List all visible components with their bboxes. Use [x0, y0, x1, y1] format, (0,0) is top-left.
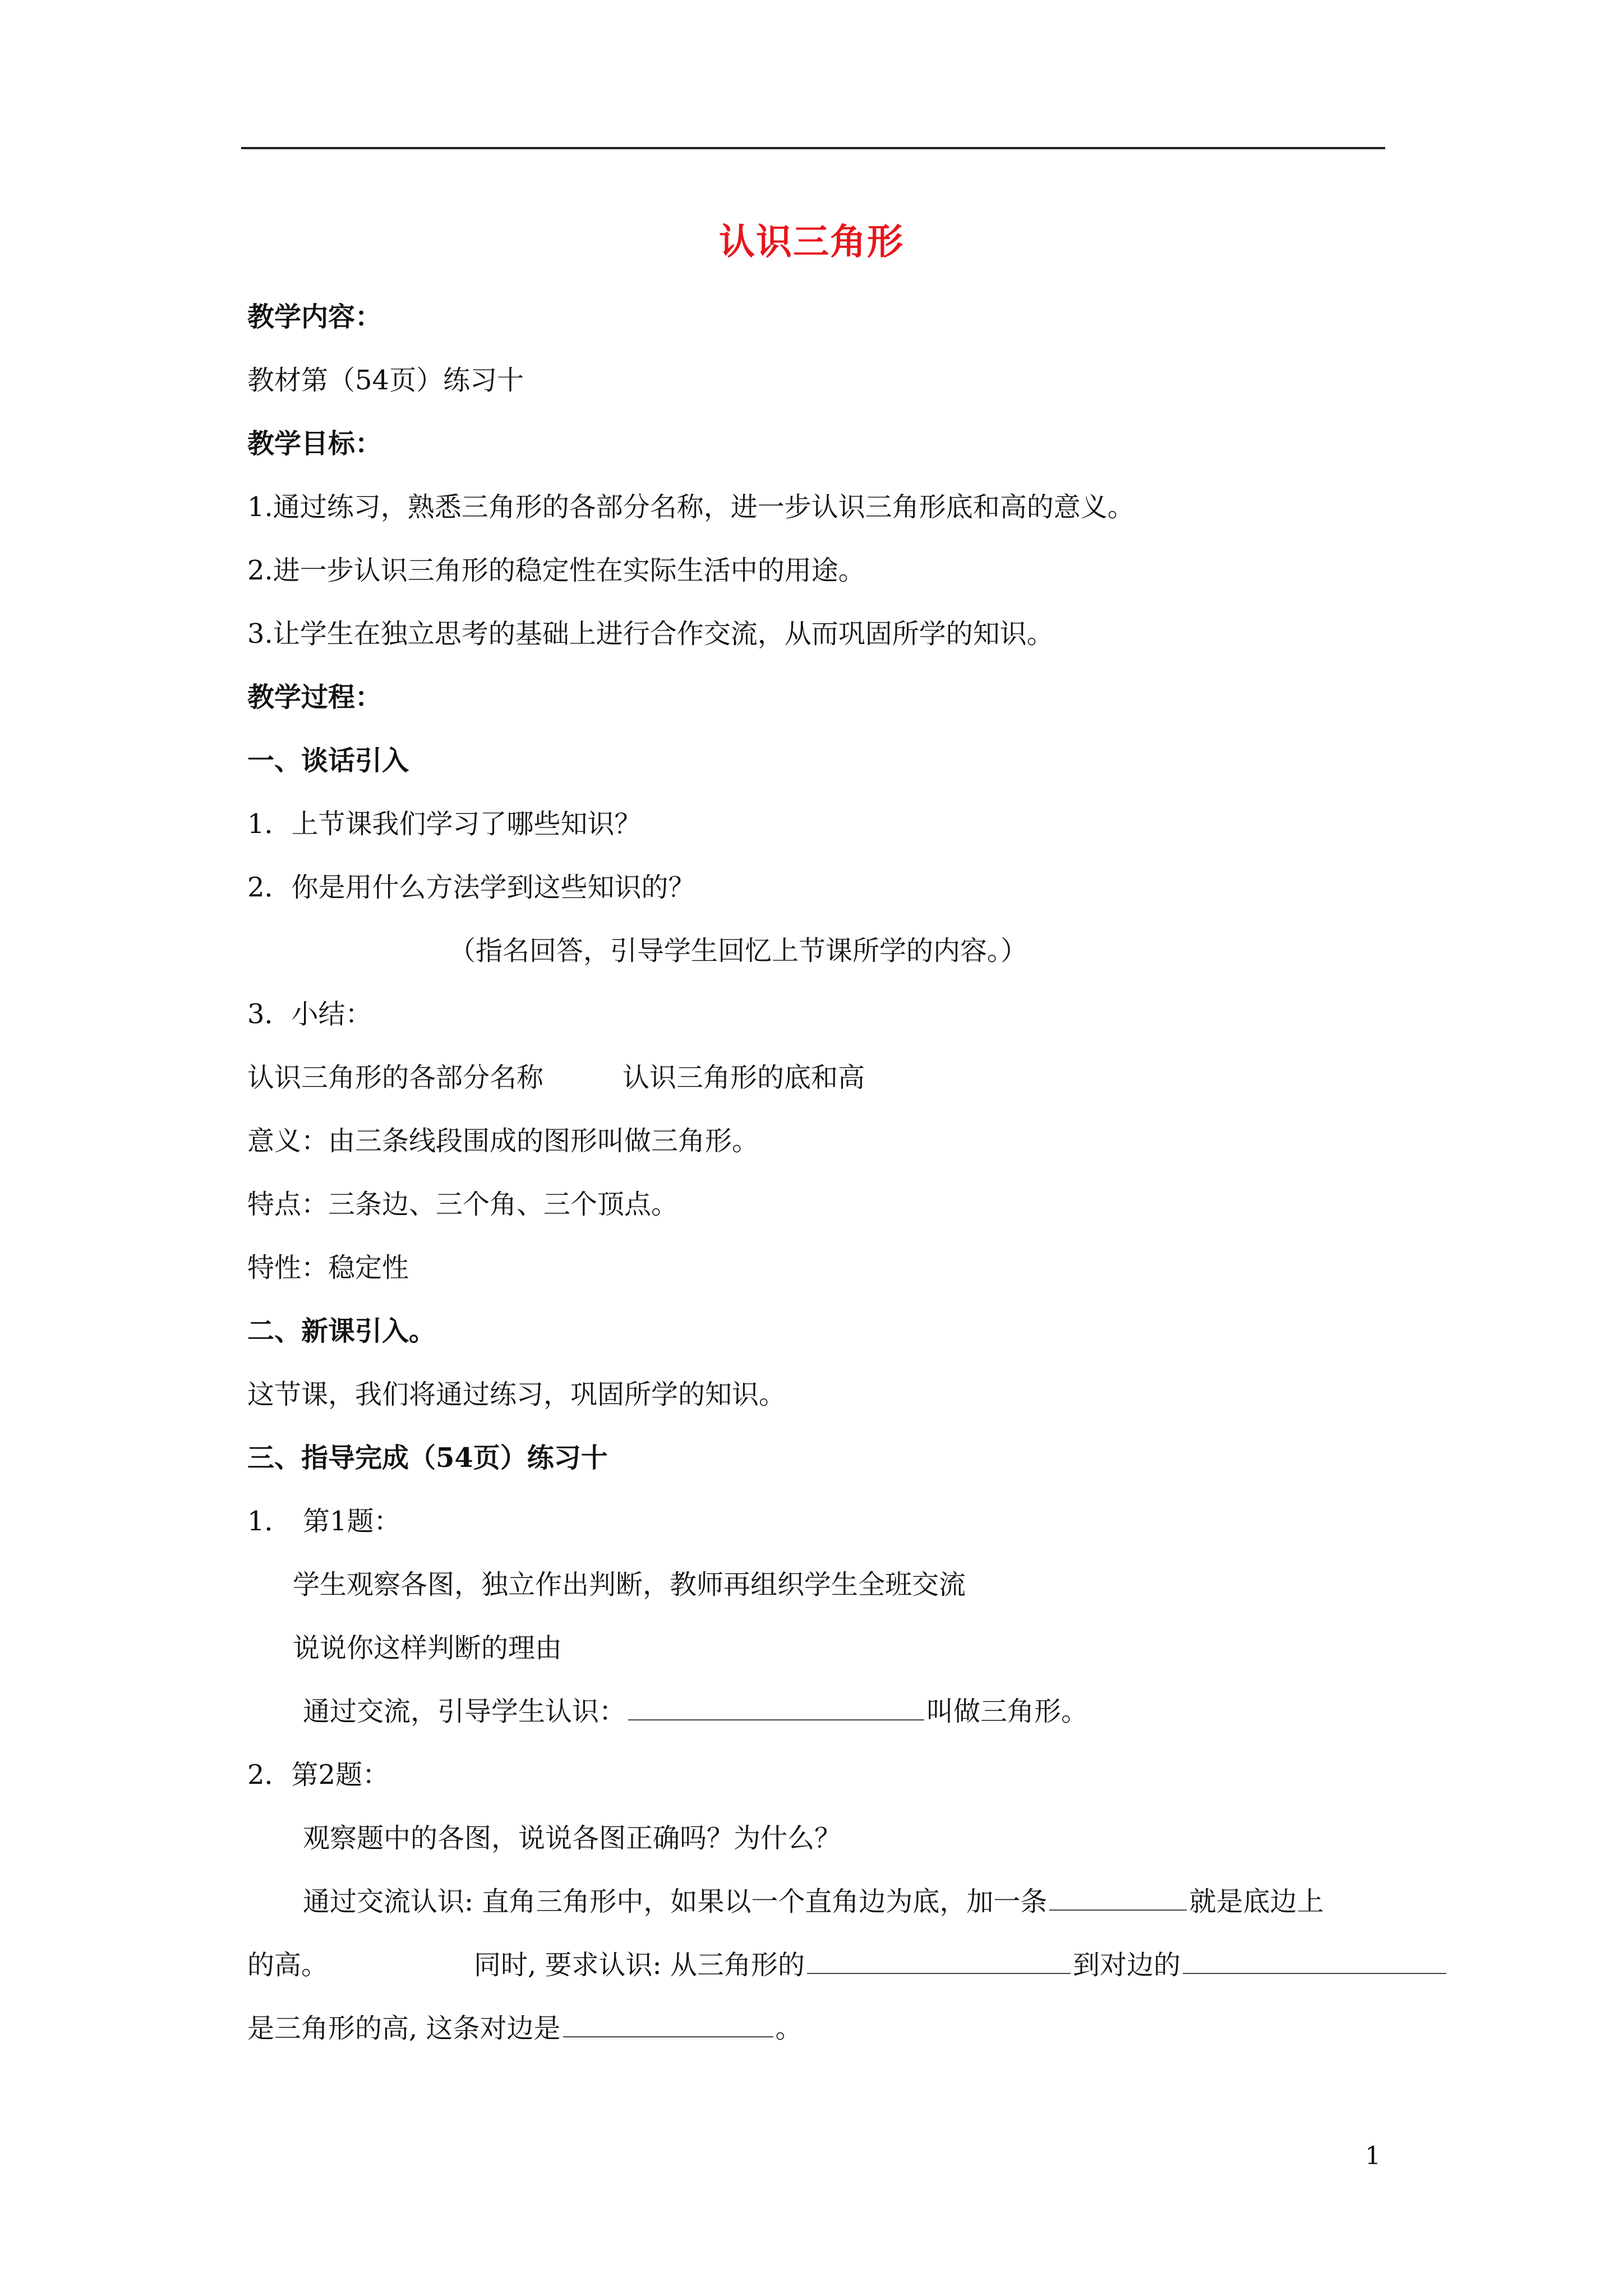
question-2: 2．你是用什么方法学到这些知识的？ [247, 872, 695, 903]
section-2-heading: 二、新课引入。 [247, 1315, 436, 1347]
question-1: 1．上节课我们学习了哪些知识？ [247, 808, 642, 840]
exercise-2-text-3 [474, 1948, 1449, 1982]
exercise-2-text-3c: 到对边的 [1072, 1949, 1181, 1981]
content-text: 教材第（54页）练习十 [247, 365, 524, 396]
exercise-1-label: 1． [247, 1506, 292, 1537]
page-number: 1 [1365, 2142, 1381, 2170]
exercise-2-text-1: 观察题中的各图，说说各图正确吗？为什么？ [303, 1823, 842, 1854]
answer-blank-2 [1049, 1910, 1187, 1911]
content-heading: 教学内容： [247, 301, 382, 333]
summary-heading: 3．小结： [247, 999, 372, 1030]
header-rule [241, 147, 1385, 149]
exercise-2-text-2b: 就是底边上 [1189, 1886, 1324, 1917]
exercise-2-text-4 [247, 2012, 803, 2045]
goal-3: 3.让学生在独立思考的基础上进行合作交流，从而巩固所学的知识。 [247, 618, 1054, 650]
answer-blank-1 [628, 1719, 924, 1720]
summary-base-height: 认识三角形的底和高 [623, 1062, 865, 1093]
goal-2: 2.进一步认识三角形的稳定性在实际生活中的用途。 [247, 555, 865, 586]
answer-blank-3 [807, 1973, 1071, 1974]
answer-blank-5 [563, 2036, 773, 2037]
features-text: 特点：三条边、三个角、三个顶点。 [247, 1189, 679, 1220]
exercise-1-title: 第1题： [303, 1506, 401, 1537]
section-3-heading: 三、指导完成（54页）练习十 [247, 1442, 608, 1474]
exercise-1-text-1: 学生观察各图，独立作出判断，教师再组织学生全班交流 [293, 1569, 966, 1600]
exercise-2-text-4b: 。 [775, 2013, 803, 2044]
exercise-1-text-2: 说说你这样判断的理由 [293, 1632, 562, 1664]
document-title: 认识三角形 [719, 221, 904, 263]
exercise-2-text-3a: 的高。 [247, 1949, 329, 1981]
exercise-1-text-3 [303, 1695, 1088, 1728]
exercise-2-text-2 [303, 1885, 1324, 1918]
summary-names: 认识三角形的各部分名称 [247, 1062, 544, 1093]
property-text: 特性：稳定性 [247, 1252, 409, 1283]
exercise-2-text-4a: 是三角形的高, 这条对边是 [247, 2013, 561, 2044]
section-2-text: 这节课，我们将通过练习，巩固所学的知识。 [247, 1379, 786, 1410]
question-2-note: （指名回答，引导学生回忆上节课所学的内容。） [449, 935, 1028, 967]
section-1-heading: 一、谈话引入 [247, 745, 409, 776]
process-heading: 教学过程： [247, 682, 382, 713]
goals-heading: 教学目标： [247, 428, 382, 459]
exercise-2-text-3b: 同时, 要求认识: 从三角形的 [474, 1949, 805, 1981]
exercise-2-text-2a: 通过交流认识: 直角三角形中，如果以一个直角边为底，加一条 [303, 1886, 1048, 1917]
meaning-text: 意义：由三条线段围成的图形叫做三角形。 [247, 1125, 759, 1157]
exercise-1-text-3a: 通过交流，引导学生认识： [303, 1696, 626, 1727]
goal-1: 1.通过练习，熟悉三角形的各部分名称，进一步认识三角形底和高的意义。 [247, 491, 1135, 523]
answer-blank-4 [1183, 1973, 1446, 1974]
exercise-2-title: 2．第2题： [247, 1759, 390, 1791]
exercise-1-text-3b: 叫做三角形。 [926, 1696, 1089, 1727]
